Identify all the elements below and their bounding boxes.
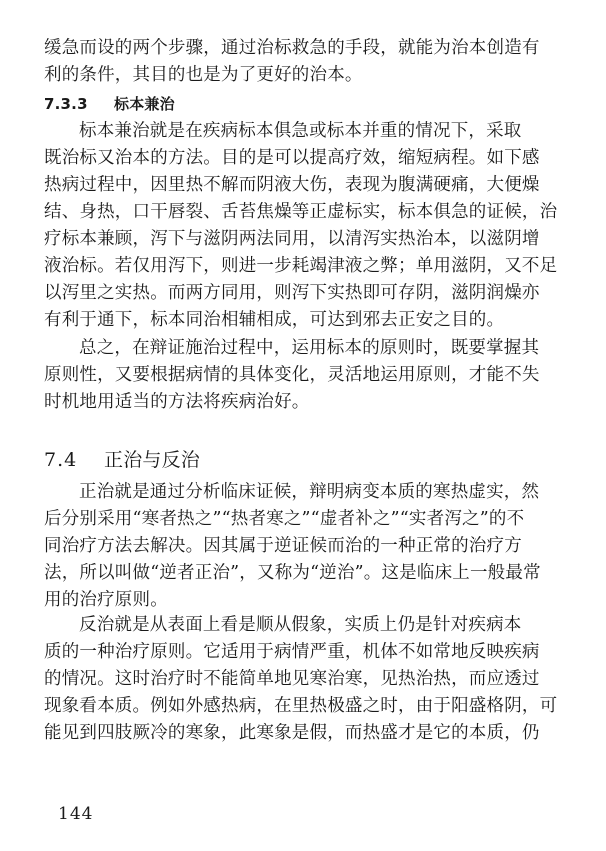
text-line: 反治就是从表面上看是顺从假象，实质上仍是针对疾病本 — [79, 615, 522, 635]
paragraph-standard-and-root — [44, 118, 564, 334]
intro-paragraph — [44, 35, 564, 89]
text-line: 的情况。这时治疗时不能简单地见寒治寒，见热治热，而应透过 — [44, 669, 540, 689]
text-line: 质的一种治疗原则。它适用于病情严重，机体不如常地反映疾病 — [44, 642, 540, 662]
text-line: 结、身热，口干唇裂、舌苔焦燥等正虚标实，标本俱急的证候，治 — [44, 202, 558, 222]
section-title: 正治与反治 — [104, 449, 201, 471]
text-line: 有利于通下，标本同治相辅相成，可达到邪去正安之目的。 — [44, 310, 505, 330]
text-line: 热病过程中，因里热不解而阴液大伤，表现为腹满硬痛，大便燥 — [44, 175, 540, 195]
text-line: 用的治疗原则。 — [44, 590, 168, 610]
text-line: 标本兼治就是在疾病标本俱急或标本并重的情况下，采取 — [79, 121, 522, 141]
section-number: 7.3.3 — [44, 95, 88, 113]
text-line: 同治疗方法去解决。因其属于逆证候而治的一种正常的治疗方 — [44, 536, 522, 556]
text-line: 液治标。若仅用泻下，则进一步耗竭津液之弊；单用滋阴，又不足 — [44, 256, 558, 276]
paragraph-contrary-treatment — [44, 612, 564, 747]
section-title: 标本兼治 — [114, 95, 175, 113]
section-heading-7-3-3 — [44, 91, 564, 118]
paragraph-summary — [44, 335, 564, 416]
text-line: 后分别采用“寒者热之”“热者寒之”“虚者补之”“实者泻之”的不 — [44, 509, 525, 529]
page-number: 144 — [58, 804, 94, 824]
text-line: 现象看本质。例如外感热病，在里热极盛之时，由于阳盛格阴，可 — [44, 696, 558, 716]
text-line: 时机地用适当的方法将疾病治好。 — [44, 392, 310, 412]
text-line: 利的条件，其目的也是为了更好的治本。 — [44, 65, 363, 85]
text-line: 能见到四肢厥冷的寒象，此寒象是假，而热盛才是它的本质，仍 — [44, 723, 540, 743]
text-line: 缓急而设的两个步骤，通过治标救急的手段，就能为治本创造有 — [44, 38, 540, 58]
text-line: 既治标又治本的方法。目的是可以提高疗效，缩短病程。如下感 — [44, 148, 540, 168]
section-number: 7.4 — [44, 449, 78, 471]
text-line: 正治就是通过分析临床证候，辩明病变本质的寒热虚实，然 — [79, 482, 540, 502]
text-line: 法，所以叫做“逆者正治”，又称为“逆治”。这是临床上一般最常 — [44, 563, 541, 583]
section-heading-7-4 — [44, 445, 564, 475]
text-line: 总之，在辩证施治过程中，运用标本的原则时，既要掌握其 — [79, 338, 540, 358]
text-line: 疗标本兼顾，泻下与滋阴两法同用，以清泻实热治本，以滋阴增 — [44, 229, 540, 249]
text-line: 以泻里之实热。而两方同用，则泻下实热即可存阴，滋阴润燥亦 — [44, 283, 540, 303]
text-line: 原则性，又要根据病情的具体变化，灵活地运用原则，才能不失 — [44, 365, 540, 385]
paragraph-routine-treatment — [44, 479, 564, 614]
